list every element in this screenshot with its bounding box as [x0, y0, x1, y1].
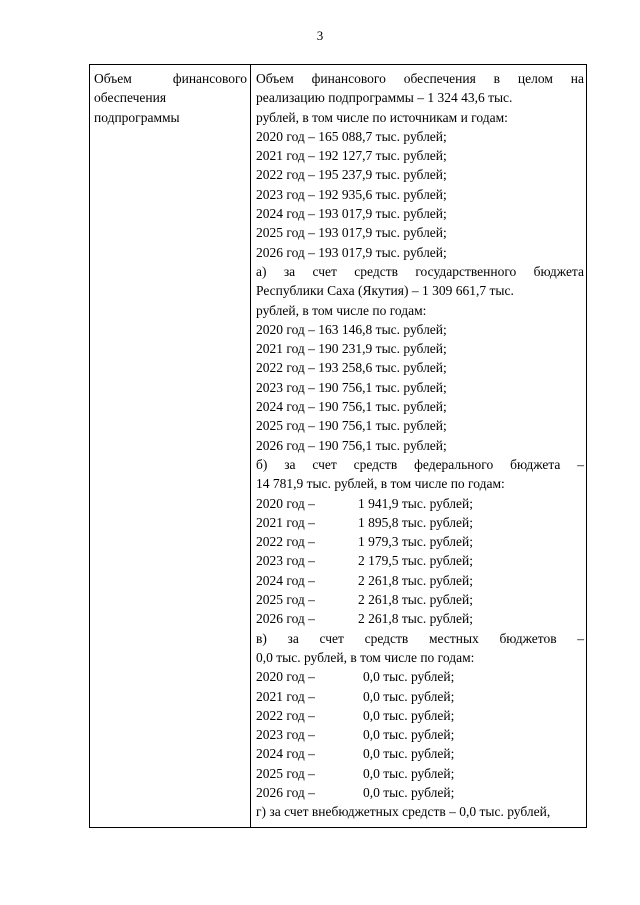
year-label: 2021 год –: [256, 688, 315, 704]
year-label: 2026 год –: [256, 611, 315, 627]
source-b-year-line: [256, 551, 584, 570]
year-amount: 0,0 тыс. рублей;: [363, 746, 455, 762]
intro-line: реализацию подпрограммы – 1 324 43,6 тыс.: [256, 90, 513, 106]
total-year-line: 2024 год – 193 017,9 тыс. рублей;: [256, 206, 447, 222]
value-cell: [251, 65, 586, 827]
year-amount: 0,0 тыс. рублей;: [363, 669, 455, 685]
source-c-year-line: [256, 725, 584, 744]
source-a-year-line: 2021 год – 190 231,9 тыс. рублей;: [256, 341, 447, 357]
year-amount: 1 979,3 тыс. рублей;: [358, 534, 473, 550]
intro-line: Объем финансового обеспечения в целом на: [256, 71, 584, 86]
year-amount: 2 261,8 тыс. рублей;: [358, 592, 473, 608]
year-label: 2022 год –: [256, 534, 315, 550]
source-a-year-line: 2022 год – 193 258,6 тыс. рублей;: [256, 360, 447, 376]
source-a-year-line: 2026 год – 190 756,1 тыс. рублей;: [256, 437, 447, 453]
source-b-year-line: [256, 571, 584, 590]
source-c-year-line: [256, 706, 584, 725]
source-a-line: Республики Саха (Якутия) – 1 309 661,7 тыс.: [256, 283, 514, 299]
source-b-year-line: [256, 609, 584, 628]
source-b-line: б) за счет средств федерального бюджета –: [256, 456, 584, 472]
source-d-line: г) за счет внебюджетных средств – 0,0 тыс. рублей,: [256, 804, 551, 820]
source-c-line: в) за счет средств местных бюджетов –: [256, 630, 584, 646]
year-amount: 2 261,8 тыс. рублей;: [358, 611, 473, 627]
source-b-year-line: [256, 494, 584, 513]
source-c-year-line: [256, 687, 584, 706]
year-amount: 2 179,5 тыс. рублей;: [358, 553, 473, 569]
source-a-year-line: 2020 год – 163 146,8 тыс. рублей;: [256, 321, 447, 337]
source-c-year-line: [256, 667, 584, 686]
passport-table: [89, 64, 587, 828]
year-amount: 0,0 тыс. рублей;: [363, 688, 455, 704]
year-label: 2020 год –: [256, 669, 315, 685]
source-a-year-line: 2024 год – 190 756,1 тыс. рублей;: [256, 399, 447, 415]
year-label: 2025 год –: [256, 765, 315, 781]
label-cell: [90, 65, 251, 827]
source-a-line: а) за счет средств государственного бюджета: [256, 263, 584, 279]
source-a-line: рублей, в том числе по годам:: [256, 302, 427, 318]
total-year-line: 2025 год – 193 017,9 тыс. рублей;: [256, 225, 447, 241]
page-number: 3: [316, 28, 324, 43]
year-label: 2024 год –: [256, 572, 315, 588]
year-label: 2025 год –: [256, 592, 315, 608]
year-label: 2026 год –: [256, 784, 315, 800]
year-amount: 0,0 тыс. рублей;: [363, 727, 455, 743]
year-amount: 0,0 тыс. рублей;: [363, 784, 455, 800]
source-a-year-line: 2025 год – 190 756,1 тыс. рублей;: [256, 418, 447, 434]
year-amount: 0,0 тыс. рублей;: [363, 707, 455, 723]
source-c-year-line: [256, 783, 584, 802]
year-label: 2023 год –: [256, 553, 315, 569]
source-b-line: 14 781,9 тыс. рублей, в том числе по годам:: [256, 476, 505, 492]
year-label: 2023 год –: [256, 727, 315, 743]
year-label: 2021 год –: [256, 514, 315, 530]
intro-line: рублей, в том числе по источникам и годам:: [256, 109, 508, 125]
total-year-line: 2023 год – 192 935,6 тыс. рублей;: [256, 186, 447, 202]
year-label: 2024 год –: [256, 746, 315, 762]
label-line: обеспечения: [94, 90, 167, 106]
year-amount: 2 261,8 тыс. рублей;: [358, 572, 473, 588]
label-line: подпрограммы: [94, 109, 180, 125]
source-c-line: 0,0 тыс. рублей, в том числе по годам:: [256, 649, 475, 665]
source-a-year-line: 2023 год – 190 756,1 тыс. рублей;: [256, 379, 447, 395]
label-line: Объем финансового: [94, 71, 247, 86]
year-label: 2022 год –: [256, 707, 315, 723]
source-c-year-line: [256, 744, 584, 763]
year-amount: 0,0 тыс. рублей;: [363, 765, 455, 781]
year-label: 2020 год –: [256, 495, 315, 511]
year-amount: 1 941,9 тыс. рублей;: [358, 495, 473, 511]
total-year-line: 2026 год – 193 017,9 тыс. рублей;: [256, 244, 447, 260]
source-b-year-line: [256, 513, 584, 532]
total-year-line: 2022 год – 195 237,9 тыс. рублей;: [256, 167, 447, 183]
source-b-year-line: [256, 590, 584, 609]
source-b-year-line: [256, 532, 584, 551]
source-c-year-line: [256, 764, 584, 783]
year-amount: 1 895,8 тыс. рублей;: [358, 514, 473, 530]
total-year-line: 2020 год – 165 088,7 тыс. рублей;: [256, 128, 447, 144]
total-year-line: 2021 год – 192 127,7 тыс. рублей;: [256, 148, 447, 164]
